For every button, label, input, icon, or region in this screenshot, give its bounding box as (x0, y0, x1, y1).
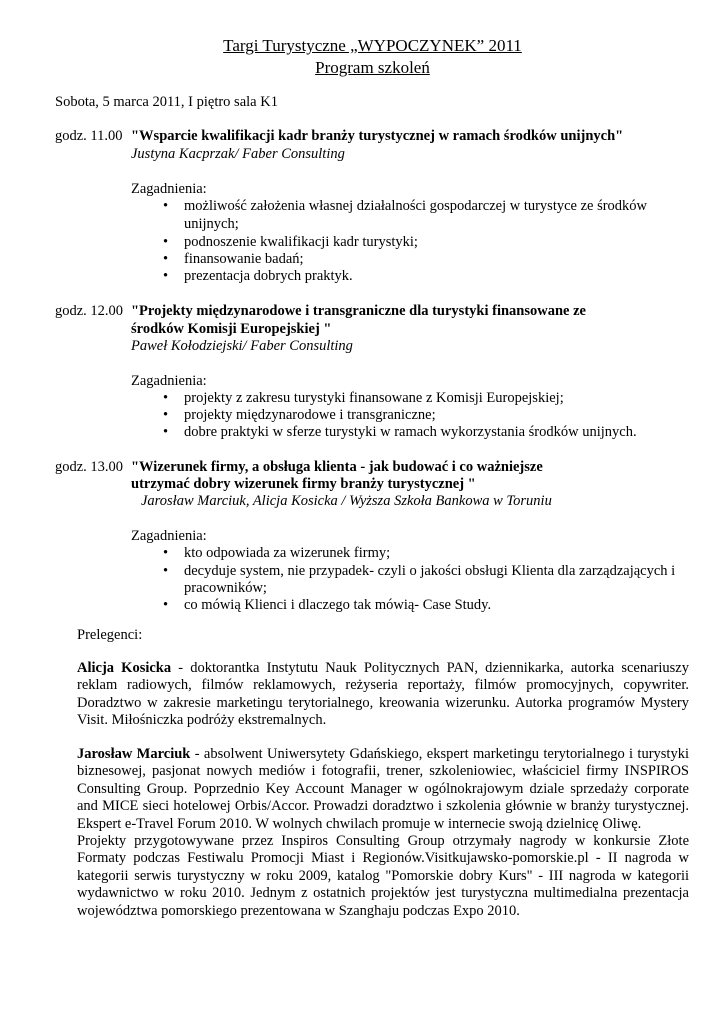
bullet: • (163, 390, 169, 406)
topic-item-continuation: pracowników; (184, 580, 267, 596)
bullet: • (163, 251, 169, 267)
topics-label: Zagadnienia: (131, 528, 207, 544)
session-time: godz. 13.00 (55, 459, 124, 475)
session-time: godz. 12.00 (55, 303, 124, 319)
bullet: • (163, 424, 169, 440)
document-subtitle: Program szkoleń (315, 58, 430, 77)
topic-item-continuation: unijnych; (184, 216, 239, 232)
session-speaker: Justyna Kacprzak/ Faber Consulting (131, 146, 345, 162)
bullet: • (163, 198, 169, 214)
session-speaker: Paweł Kołodziejski/ Faber Consulting (131, 338, 353, 354)
presenter-description: - absolwent Uniwersytety Gdańskiego, ekspert marketingu terytorialnego i turystyki biznesowej, pasjonat nowych mediów i fotografii, trener, szkoleniowiec, właściciel firmy INSPIROS Consulting Group. Poprzednio Key Account Manager w ogólnokrajowym dziale sprzedaży corporate and MICE sieci hotelowej Orbis/Accor. Prowadzi doradztwo i szkolenia głównie w branży turystycznej. Ekspert e-Travel Forum 2010. W wolnych chwilach promuje w internecie swoją dzielnicę Oliwę. (77, 746, 689, 832)
session-speaker: Jarosław Marciuk, Alicja Kosicka / Wyższa Szkoła Bankowa w Toruniu (141, 493, 552, 509)
event-date-location: Sobota, 5 marca 2011, I piętro sala K1 (55, 94, 278, 110)
bullet: • (163, 545, 169, 561)
topic-item: decyduje system, nie przypadek- czyli o jakości obsługi Klienta dla zarządzających i (184, 563, 676, 579)
topic-item: dobre praktyki w sferze turystyki w ramach wykorzystania środków unijnych. (184, 424, 637, 440)
session-time: godz. 11.00 (55, 128, 123, 144)
bullet: • (163, 407, 169, 423)
session-title: "Projekty międzynarodowe i transgraniczne dla turystyki finansowane ze (131, 303, 586, 319)
document-title: Targi Turystyczne „WYPOCZYNEK” 2011 (223, 36, 522, 55)
topics-label: Zagadnienia: (131, 373, 207, 389)
presenters-heading: Prelegenci: (77, 627, 143, 643)
presenter-name: Jarosław Marciuk (77, 746, 191, 762)
session-title: "Wsparcie kwalifikacji kadr branży turystycznej w ramach środków unijnych" (131, 128, 624, 144)
topic-item: możliwość założenia własnej działalności gospodarczej w turystyce ze środków (184, 198, 648, 214)
topic-item: prezentacja dobrych praktyk. (184, 268, 353, 284)
presenter-name: Alicja Kosicka (77, 660, 172, 676)
topic-item: kto odpowiada za wizerunek firmy; (184, 545, 391, 561)
presenter-bio (77, 746, 689, 833)
bullet: • (163, 597, 169, 613)
session-title: "Wizerunek firmy, a obsługa klienta - jak budować i co ważniejsze (131, 459, 543, 475)
topic-item: projekty międzynarodowe i transgraniczne; (184, 407, 436, 423)
bullet: • (163, 563, 169, 579)
session-title-continuation: utrzymać dobry wizerunek firmy branży turystycznej " (131, 476, 476, 492)
presenter-description: - doktorantka Instytutu Nauk Politycznych PAN, dziennikarka, autorka scenariuszy reklam radiowych, filmów reklamowych, reżyseria reportaży, filmów promocyjnych, copywriter. Doradztwo w zakresie marketingu terytorialnego, kreowania wizerunku. Autorka programów Mystery Visit. Miłośniczka podróży ekstremalnych. (77, 660, 689, 729)
topic-item: podnoszenie kwalifikacji kadr turystyki; (184, 234, 418, 250)
topics-label: Zagadnienia: (131, 181, 207, 197)
bullet: • (163, 268, 169, 284)
session-title-continuation: środków Komisji Europejskiej " (131, 321, 332, 337)
presenter-projects: Projekty przygotowywane przez Inspiros Consulting Group otrzymały nagrody w konkursie Złote Formaty podczas Festiwalu Promocji Miast i Regionów.Visitkujawsko-pomorskie.pl - II nagroda w kategorii serwis turystyczny w roku 2009, katalog "Pomorskie dobry Kurs" - III nagroda w kategorii wydawnictwo w roku 2010. Jednym z ostatnich projektów jest turystyczna multimedialna prezentacja województwa pomorskiego prezentowana w Szanghaju podczas Expo 2010. (77, 833, 689, 919)
topic-item: projekty z zakresu turystyki finansowane z Komisji Europejskiej; (184, 390, 564, 406)
presenter-bio (77, 660, 689, 730)
topic-item: co mówią Klienci i dlaczego tak mówią- Case Study. (184, 597, 492, 613)
bullet: • (163, 234, 169, 250)
topic-item: finansowanie badań; (184, 251, 304, 267)
